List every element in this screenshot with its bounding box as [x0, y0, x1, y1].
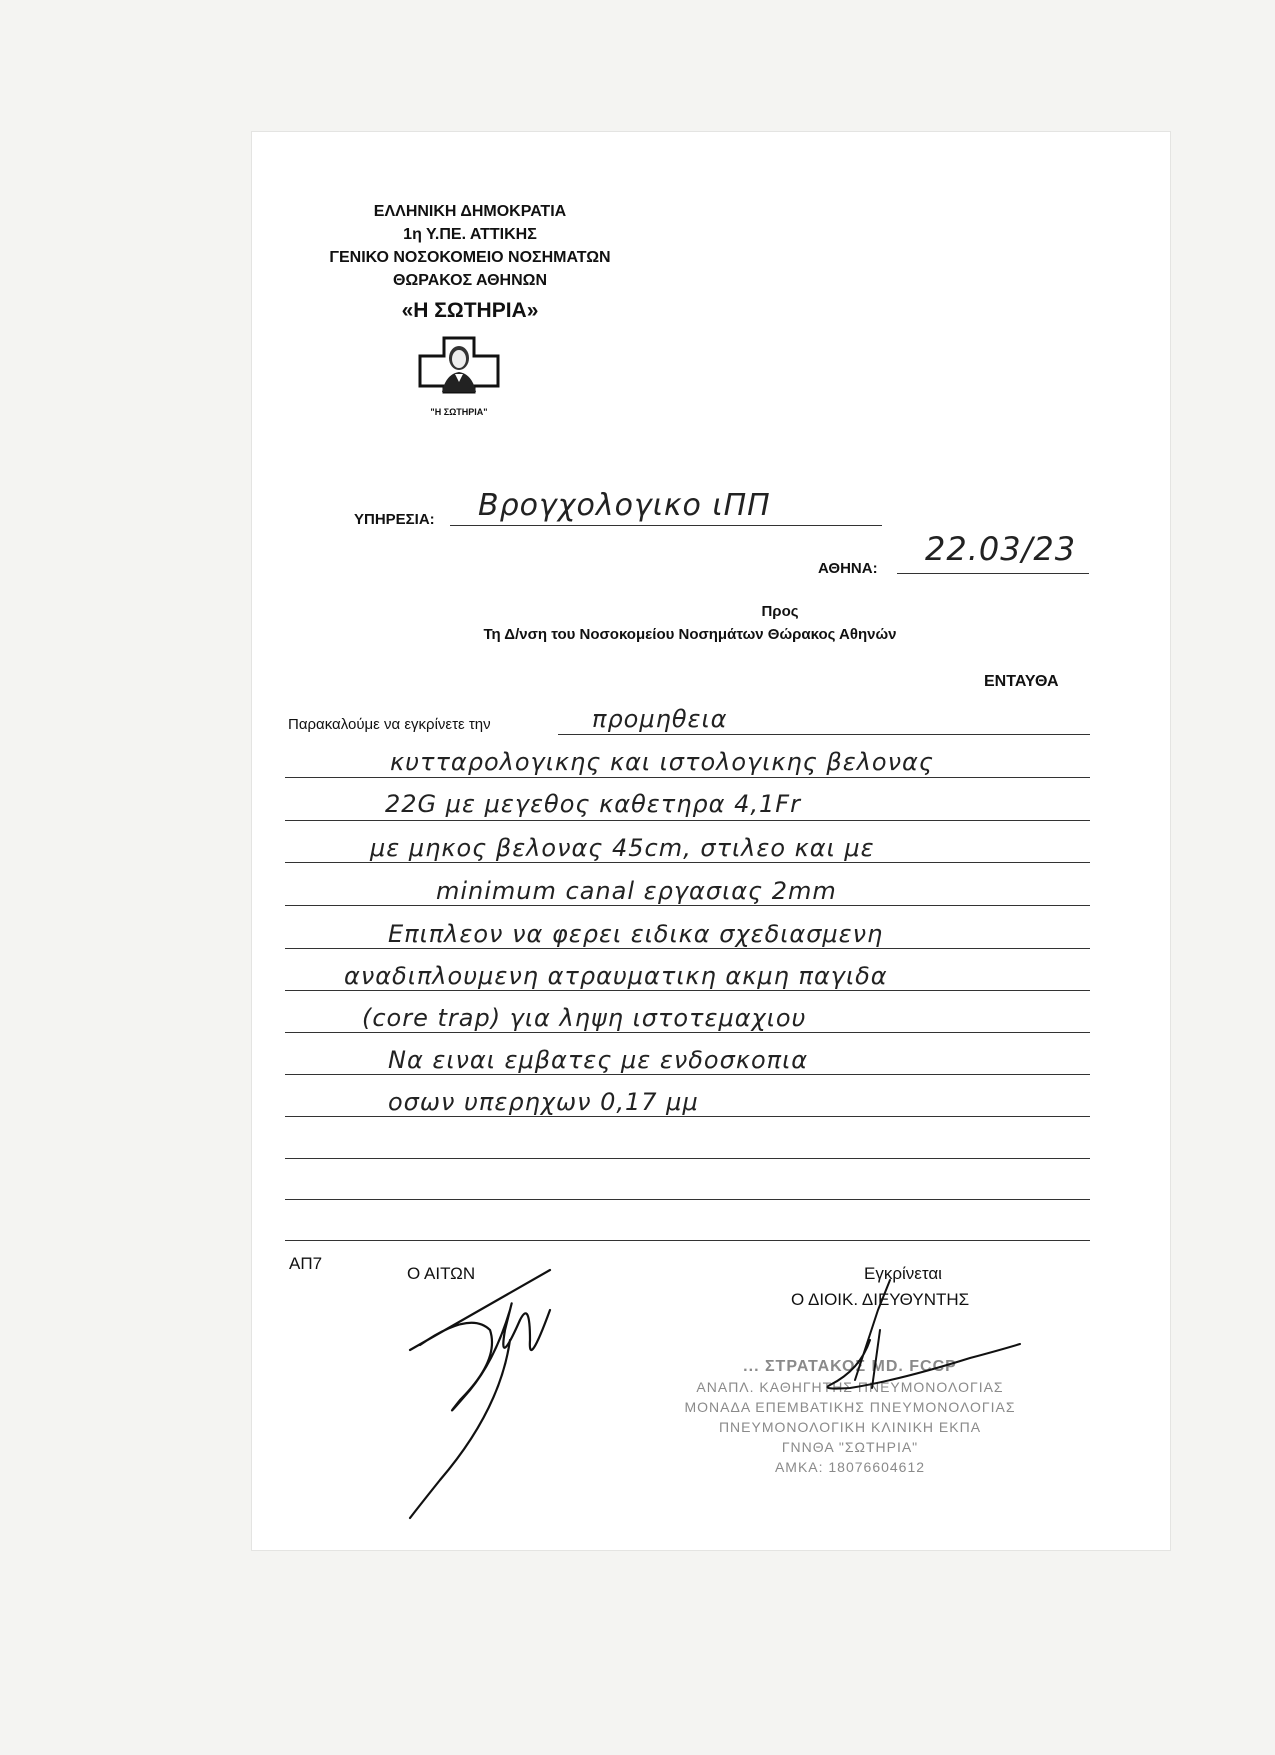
header-line-2: 1η Υ.ΠΕ. ΑΤΤΙΚΗΣ [403, 226, 537, 243]
date-value: 22.03/23 [925, 530, 1077, 568]
stamp-title: ΑΝΑΠΛ. ΚΑΘΗΓΗΤΗΣ ΠΝΕΥΜΟΝΟΛΟΓΙΑΣ [696, 1379, 1004, 1395]
service-label: ΥΠΗΡΕΣΙΑ: [354, 511, 435, 528]
request-intro: Παρακαλούμε να εγκρίνετε την [288, 716, 491, 733]
logo-caption: "Η ΣΩΤΗΡΙΑ" [430, 407, 488, 417]
request-line-1: προμηθεια [592, 705, 728, 733]
recipient-here: ΕΝΤΑΥΘΑ [984, 673, 1059, 690]
service-value: Βρογχολογικο ιΠΠ [478, 488, 771, 523]
recipient-to: Προς [761, 603, 799, 620]
stamp-clinic: ΠΝΕΥΜΟΝΟΛΟΓΙΚΗ ΚΛΙΝΙΚΗ ΕΚΠΑ [718, 1419, 982, 1435]
recipient-address: Τη Δ/νση του Νοσοκομείου Νοσημάτων Θώρακος Αθηνών [483, 626, 897, 643]
stamp-amka: ΑΜΚΑ: 18076604612 [774, 1459, 926, 1475]
form-code: ΑΠ7 [289, 1254, 323, 1273]
request-line-3: 22G με μεγεθος καθετηρα 4,1Fr [385, 790, 801, 818]
header-line-4: ΘΩΡΑΚΟΣ ΑΘΗΝΩΝ [392, 272, 548, 289]
hospital-logo-icon [414, 334, 504, 408]
stamp-hospital: ΓΝΝΘΑ "ΣΩΤΗΡΙΑ" [781, 1439, 919, 1455]
date-label: ΑΘΗΝΑ: [818, 560, 878, 577]
header-hospital-name: «Η ΣΩΤΗΡΙΑ» [401, 299, 539, 322]
stamp-unit: ΜΟΝΑΔΑ ΕΠΕΜΒΑΤΙΚΗΣ ΠΝΕΥΜΟΝΟΛΟΓΙΑΣ [684, 1399, 1016, 1415]
request-line-9: Να ειναι εμβατες με ενδοσκοπια [388, 1046, 809, 1074]
request-line-4: με μηκος βελονας 45cm, στιλεο και με [370, 834, 875, 862]
request-line-2: κυτταρολογικης και ιστολογικης βελονας [390, 748, 934, 776]
request-line-10: οσων υπερηχων 0,17 μμ [388, 1088, 699, 1116]
director-signature-icon [760, 1270, 1040, 1400]
header-line-3: ΓΕΝΙΚΟ ΝΟΣΟΚΟΜΕΙΟ ΝΟΣΗΜΑΤΩΝ [329, 249, 611, 266]
request-line-6: Επιπλεον να φερει ειδικα σχεδιασμενη [388, 920, 884, 948]
request-line-8: (core trap) για ληψη ιστοτεμαχιου [362, 1004, 807, 1032]
request-line-5: minimum canal εργασιας 2mm [436, 877, 837, 905]
stamp-name: ... ΣΤΡΑΤΑΚΟΣ MD. FCCP [743, 1358, 957, 1375]
director-label: Ο ΔΙΟΙΚ. ΔΙΕΥΘΥΝΤΗΣ [791, 1290, 970, 1309]
requester-signature-icon [380, 1250, 620, 1530]
request-line-7: αναδιπλουμενη ατραυματικη ακμη παγιδα [344, 962, 888, 990]
requester-label: Ο ΑΙΤΩΝ [407, 1264, 476, 1283]
header-line-1: ΕΛΛΗΝΙΚΗ ΔΗΜΟΚΡΑΤΙΑ [373, 203, 567, 220]
approved-label: Εγκρίνεται [864, 1264, 942, 1283]
